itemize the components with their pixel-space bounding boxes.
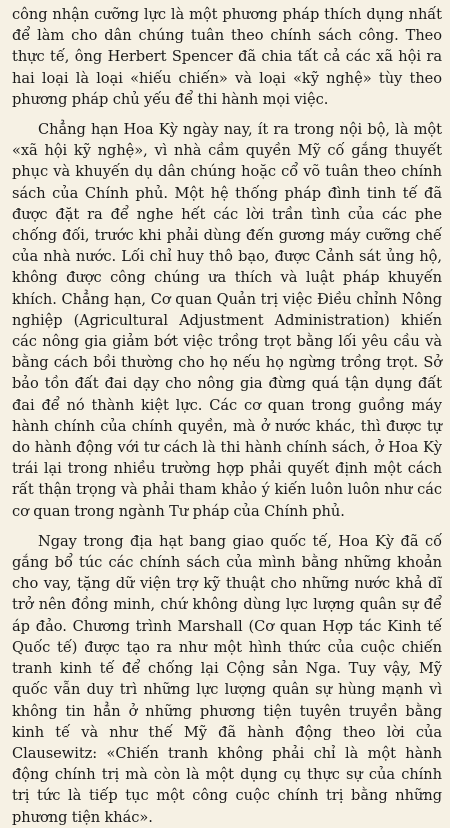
paragraph-3: Ngay trong địa hạt bang giao quốc tế, Hoa Kỳ đã cố gắng bổ túc các chính sách của mình bằng những khoản cho vay, tặng dữ viện trợ kỹ thuật cho những nước khả dĩ trở nên đồng minh, chứ không dùng lực lượng quân sự để áp đảo. Chương trình Marshall (Cơ quan Hợp tác Kinh tế Quốc tế) được tạo ra như một hình thức của cuộc chiến tranh kinh tế để chống lại Cộng sản Nga. Tuy vậy, Mỹ quốc vẫn duy trì những lực lượng quân sự hùng mạnh vì không tin hẳn ở những phương tiện tuyên truyền bằng kinh tế và như thế Mỹ đã hành động theo lời của Clausewitz: «Chiến tranh không phải chỉ là một hành động chính trị mà còn là một dụng cụ thực sự của chính trị tức là tiếp tục một công cuộc chính trị bằng những phương tiện khác». [12, 532, 442, 826]
paragraph-gap [12, 522, 442, 531]
paragraph-1: công nhận cưỡng lực là một phương pháp thích dụng nhất để làm cho dân chúng tuân theo chính sách công. Theo thực tế, ông Herbert Spencer đã chia tất cả các xã hội ra hai loại là loại «hiếu chiến» và loại «kỹ nghệ» tùy theo phương pháp chủ yếu để thi hành mọi việc. [12, 6, 442, 108]
paragraph-gap [12, 110, 442, 119]
paragraph-2: Chẳng hạn Hoa Kỳ ngày nay, ít ra trong nội bộ, là một «xã hội kỹ nghệ», vì nhà cầm quyền Mỹ cố gắng thuyết phục và khuyến dụ dân chúng hoặc cổ võ tuân theo chính sách của Chính phủ. Một hệ thống pháp đình tinh tế đã được đặt ra để nghe hết các lời trần tình của các phe chống đối, trước khi phải dùng đến gương máy cưỡng chế của nhà nước. Lối chỉ huy thô bạo, được Cảnh sát ủng hộ, không được công chúng ưa thích và luật pháp khuyến khích. Chẳng hạn, Cơ quan Quản trị việc Điều chỉnh Nông nghiệp (Agricultural Adjustment Administration) khiến các nông gia giảm bớt việc trồng trọt bằng lối yêu cầu và bằng cách bồi thường cho họ nếu họ ngừng trồng trọt. Sở bảo tồn đất đai dạy cho nông gia đừng quá tận dụng đất đai để nó thành kiệt lực. Các cơ quan trong guồng máy hành chính của chính quyền, mà ở nước khác, thì được tự do hành động với tư cách là thi hành chính sách, ở Hoa Kỳ trái lại trong nhiều trường hợp phải quyết định một cách rất thận trọng và phải tham khảo ý kiến luôn luôn như các cơ quan trong ngành Tư pháp của Chính phủ. [12, 121, 442, 520]
